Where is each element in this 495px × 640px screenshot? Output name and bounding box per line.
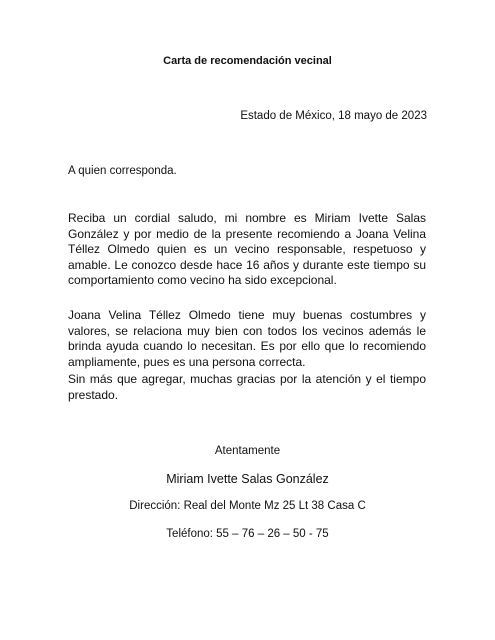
signer-phone: Teléfono: 55 – 76 – 26 – 50 - 75 bbox=[166, 528, 329, 540]
body-paragraph-1: Reciba un cordial saludo, mi nombre es Miriam Ivette Salas González y por medio de la presente recomiendo a Joana Velina Téllez Olmedo quien es un vecino responsable, respetuoso y amable. Le conozco desde hace 16 años y durante este tiempo su comportamiento como vecino ha sido excepcional. bbox=[68, 211, 426, 288]
greeting: A quien corresponda. bbox=[68, 165, 177, 177]
closing-salutation: Atentamente bbox=[214, 445, 281, 457]
date-line: Estado de México, 18 mayo de 2023 bbox=[240, 110, 427, 122]
signer-name: Miriam Ivette Salas González bbox=[166, 472, 329, 486]
body-paragraph-2: Joana Velina Téllez Olmedo tiene muy buenas costumbres y valores, se relaciona muy bien con todos los vecinos además le brinda ayuda cuando lo necesitan. Es por ello que lo recomiendo ampliamente, pues es una persona correcta. bbox=[68, 308, 426, 369]
letter-title: Carta de recomendación vecinal bbox=[163, 55, 332, 67]
signer-address: Dirección: Real del Monte Mz 25 Lt 38 Casa C bbox=[129, 500, 366, 512]
body-paragraph-3: Sin más que agregar, muchas gracias por la atención y el tiempo prestado. bbox=[68, 372, 426, 402]
